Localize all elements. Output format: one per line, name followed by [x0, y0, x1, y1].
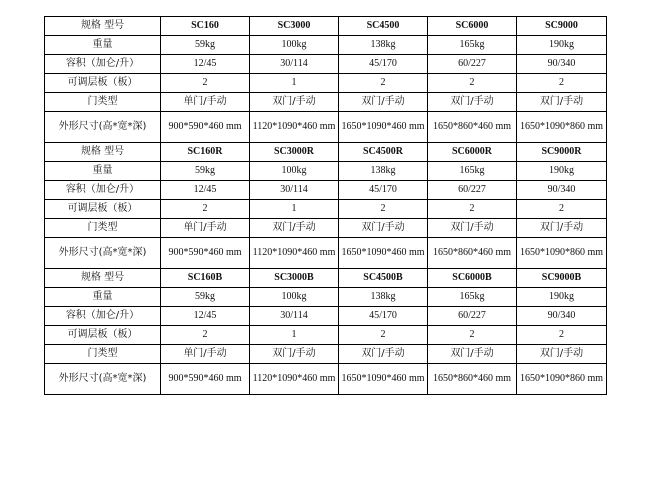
row-label-dims: 外形尺寸(高*宽*深)	[45, 238, 161, 269]
table-row-shelves	[45, 200, 607, 219]
table-cell-shelves: 2	[428, 200, 517, 219]
table-cell-volume: 45/170	[339, 307, 428, 326]
table-cell-dims: 1650*1090*860 mm	[517, 238, 607, 269]
table-cell-door: 双门/手动	[339, 345, 428, 364]
table-cell-volume: 90/340	[517, 307, 607, 326]
table-cell-weight: 190kg	[517, 288, 607, 307]
row-label-weight: 重量	[45, 288, 161, 307]
table-cell-shelves: 1	[250, 74, 339, 93]
table-cell-volume: 12/45	[161, 55, 250, 74]
table-cell-door: 单门/手动	[161, 219, 250, 238]
model-header-cell: SC6000R	[428, 143, 517, 162]
model-header-cell: SC160	[161, 17, 250, 36]
table-cell-volume: 90/340	[517, 181, 607, 200]
model-header-cell: SC3000B	[250, 269, 339, 288]
table-cell-dims: 1650*860*460 mm	[428, 364, 517, 395]
table-cell-weight: 59kg	[161, 162, 250, 181]
row-label-weight: 重量	[45, 162, 161, 181]
table-cell-volume: 30/114	[250, 307, 339, 326]
table-cell-weight: 165kg	[428, 162, 517, 181]
table-cell-weight: 100kg	[250, 36, 339, 55]
row-label-volume: 容积（加仑/升）	[45, 55, 161, 74]
table-cell-dims: 1120*1090*460 mm	[250, 238, 339, 269]
table-cell-volume: 12/45	[161, 307, 250, 326]
table-cell-weight: 100kg	[250, 162, 339, 181]
table-cell-door: 双门/手动	[428, 219, 517, 238]
model-header-cell: SC9000	[517, 17, 607, 36]
table-cell-dims: 1120*1090*460 mm	[250, 112, 339, 143]
table-cell-shelves: 2	[161, 326, 250, 345]
table-row-models	[45, 17, 607, 36]
model-header-cell: SC4500R	[339, 143, 428, 162]
row-label-models: 规格 型号	[45, 269, 161, 288]
table-cell-weight: 165kg	[428, 288, 517, 307]
table-cell-weight: 59kg	[161, 36, 250, 55]
table-cell-door: 单门/手动	[161, 93, 250, 112]
row-label-shelves: 可调层板（板）	[45, 326, 161, 345]
table-cell-shelves: 1	[250, 326, 339, 345]
row-label-door: 门类型	[45, 93, 161, 112]
row-label-weight: 重量	[45, 36, 161, 55]
model-header-cell: SC3000R	[250, 143, 339, 162]
row-label-shelves: 可调层板（板）	[45, 74, 161, 93]
table-cell-door: 双门/手动	[339, 219, 428, 238]
row-label-door: 门类型	[45, 345, 161, 364]
spec-table-body	[45, 17, 607, 395]
table-cell-dims: 1650*1090*460 mm	[339, 238, 428, 269]
table-cell-weight: 138kg	[339, 162, 428, 181]
table-row-door	[45, 93, 607, 112]
model-header-cell: SC4500	[339, 17, 428, 36]
row-label-dims: 外形尺寸(高*宽*深)	[45, 364, 161, 395]
table-cell-dims: 1650*1090*860 mm	[517, 112, 607, 143]
table-cell-weight: 190kg	[517, 162, 607, 181]
table-row-weight	[45, 162, 607, 181]
table-cell-weight: 138kg	[339, 36, 428, 55]
table-cell-shelves: 2	[428, 74, 517, 93]
table-cell-door: 双门/手动	[517, 93, 607, 112]
table-row-volume	[45, 307, 607, 326]
row-label-dims: 外形尺寸(高*宽*深)	[45, 112, 161, 143]
row-label-volume: 容积（加仑/升）	[45, 307, 161, 326]
table-cell-dims: 1650*1090*860 mm	[517, 364, 607, 395]
table-cell-volume: 60/227	[428, 307, 517, 326]
model-header-cell: SC6000B	[428, 269, 517, 288]
row-label-models: 规格 型号	[45, 143, 161, 162]
table-cell-dims: 1650*860*460 mm	[428, 238, 517, 269]
model-header-cell: SC160B	[161, 269, 250, 288]
table-cell-dims: 1650*1090*460 mm	[339, 364, 428, 395]
table-row-shelves	[45, 74, 607, 93]
table-row-door	[45, 345, 607, 364]
table-row-models	[45, 143, 607, 162]
table-cell-volume: 30/114	[250, 55, 339, 74]
table-cell-dims: 1120*1090*460 mm	[250, 364, 339, 395]
table-cell-door: 单门/手动	[161, 345, 250, 364]
table-cell-door: 双门/手动	[428, 93, 517, 112]
table-row-dims	[45, 364, 607, 395]
model-header-cell: SC6000	[428, 17, 517, 36]
table-cell-dims: 900*590*460 mm	[161, 112, 250, 143]
table-row-weight	[45, 36, 607, 55]
table-cell-volume: 45/170	[339, 55, 428, 74]
row-label-shelves: 可调层板（板）	[45, 200, 161, 219]
table-row-shelves	[45, 326, 607, 345]
table-cell-door: 双门/手动	[517, 345, 607, 364]
table-row-dims	[45, 112, 607, 143]
table-cell-shelves: 2	[428, 326, 517, 345]
model-header-cell: SC4500B	[339, 269, 428, 288]
row-label-models: 规格 型号	[45, 17, 161, 36]
table-cell-volume: 60/227	[428, 181, 517, 200]
table-cell-door: 双门/手动	[428, 345, 517, 364]
table-cell-door: 双门/手动	[250, 219, 339, 238]
table-cell-volume: 30/114	[250, 181, 339, 200]
table-cell-dims: 900*590*460 mm	[161, 238, 250, 269]
row-label-door: 门类型	[45, 219, 161, 238]
table-cell-dims: 1650*860*460 mm	[428, 112, 517, 143]
table-row-models	[45, 269, 607, 288]
table-cell-volume: 45/170	[339, 181, 428, 200]
table-cell-shelves: 2	[517, 74, 607, 93]
table-row-volume	[45, 55, 607, 74]
table-cell-weight: 138kg	[339, 288, 428, 307]
table-cell-shelves: 2	[161, 74, 250, 93]
table-cell-shelves: 2	[339, 326, 428, 345]
table-row-volume	[45, 181, 607, 200]
table-cell-dims: 900*590*460 mm	[161, 364, 250, 395]
spec-table	[44, 16, 607, 395]
model-header-cell: SC3000	[250, 17, 339, 36]
table-cell-door: 双门/手动	[339, 93, 428, 112]
table-cell-door: 双门/手动	[517, 219, 607, 238]
table-cell-weight: 165kg	[428, 36, 517, 55]
model-header-cell: SC9000R	[517, 143, 607, 162]
table-row-dims	[45, 238, 607, 269]
table-cell-weight: 59kg	[161, 288, 250, 307]
table-cell-shelves: 2	[339, 74, 428, 93]
table-row-door	[45, 219, 607, 238]
table-cell-weight: 190kg	[517, 36, 607, 55]
table-cell-door: 双门/手动	[250, 345, 339, 364]
table-cell-volume: 12/45	[161, 181, 250, 200]
table-cell-volume: 60/227	[428, 55, 517, 74]
model-header-cell: SC160R	[161, 143, 250, 162]
table-cell-shelves: 1	[250, 200, 339, 219]
table-cell-volume: 90/340	[517, 55, 607, 74]
table-row-weight	[45, 288, 607, 307]
model-header-cell: SC9000B	[517, 269, 607, 288]
table-cell-weight: 100kg	[250, 288, 339, 307]
table-cell-dims: 1650*1090*460 mm	[339, 112, 428, 143]
row-label-volume: 容积（加仑/升）	[45, 181, 161, 200]
table-cell-shelves: 2	[161, 200, 250, 219]
table-cell-shelves: 2	[517, 200, 607, 219]
table-cell-shelves: 2	[517, 326, 607, 345]
table-cell-door: 双门/手动	[250, 93, 339, 112]
table-cell-shelves: 2	[339, 200, 428, 219]
